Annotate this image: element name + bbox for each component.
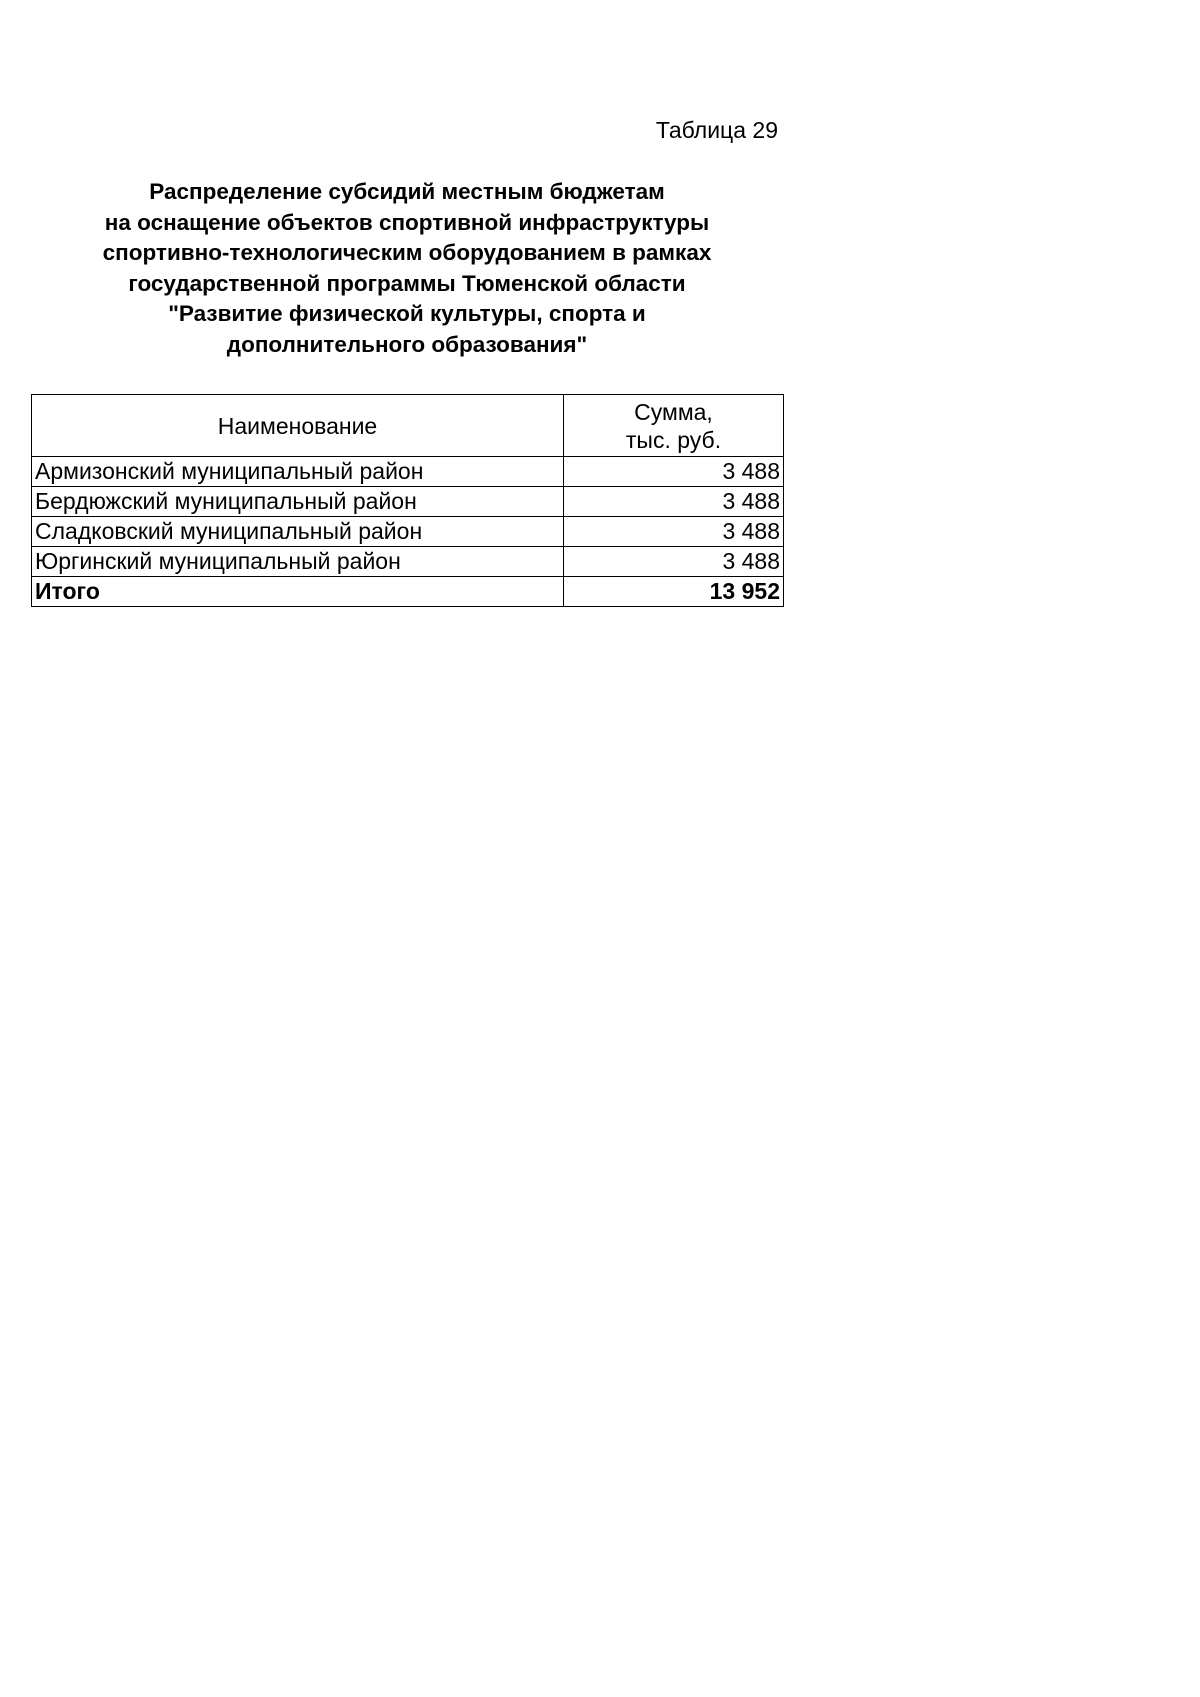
header-sum-line1: Сумма, xyxy=(634,398,713,425)
header-sum-line2: тыс. руб. xyxy=(625,426,722,453)
subsidy-table xyxy=(31,394,784,607)
table-header-row xyxy=(32,395,784,457)
title-line: государственной программы Тюменской области xyxy=(128,270,686,296)
title-line: Распределение субсидий местным бюджетам xyxy=(149,179,665,204)
table-row xyxy=(32,487,784,517)
header-sum xyxy=(564,395,784,457)
row-sum: 3 488 xyxy=(564,487,784,517)
row-name: Бердюжский муниципальный район xyxy=(32,487,564,517)
total-label: Итого xyxy=(32,577,564,607)
header-name: Наименование xyxy=(32,395,564,457)
row-sum: 3 488 xyxy=(564,457,784,487)
total-sum: 13 952 xyxy=(564,577,784,607)
row-name: Юргинский муниципальный район xyxy=(32,547,564,577)
document-title xyxy=(32,177,782,360)
row-name: Сладковский муниципальный район xyxy=(32,517,564,547)
table-row xyxy=(32,457,784,487)
title-line: дополнительного образования" xyxy=(226,331,588,357)
title-line: на оснащение объектов спортивной инфраструктуры xyxy=(104,209,710,235)
row-sum: 3 488 xyxy=(564,517,784,547)
row-sum: 3 488 xyxy=(564,547,784,577)
row-name: Армизонский муниципальный район xyxy=(32,457,564,487)
total-row xyxy=(32,577,784,607)
table-row xyxy=(32,547,784,577)
table-row xyxy=(32,517,784,547)
table-number: Таблица 29 xyxy=(655,117,778,143)
title-line: "Развитие физической культуры, спорта и xyxy=(168,301,646,326)
title-line: спортивно-технологическим оборудованием в рамках xyxy=(102,240,712,265)
